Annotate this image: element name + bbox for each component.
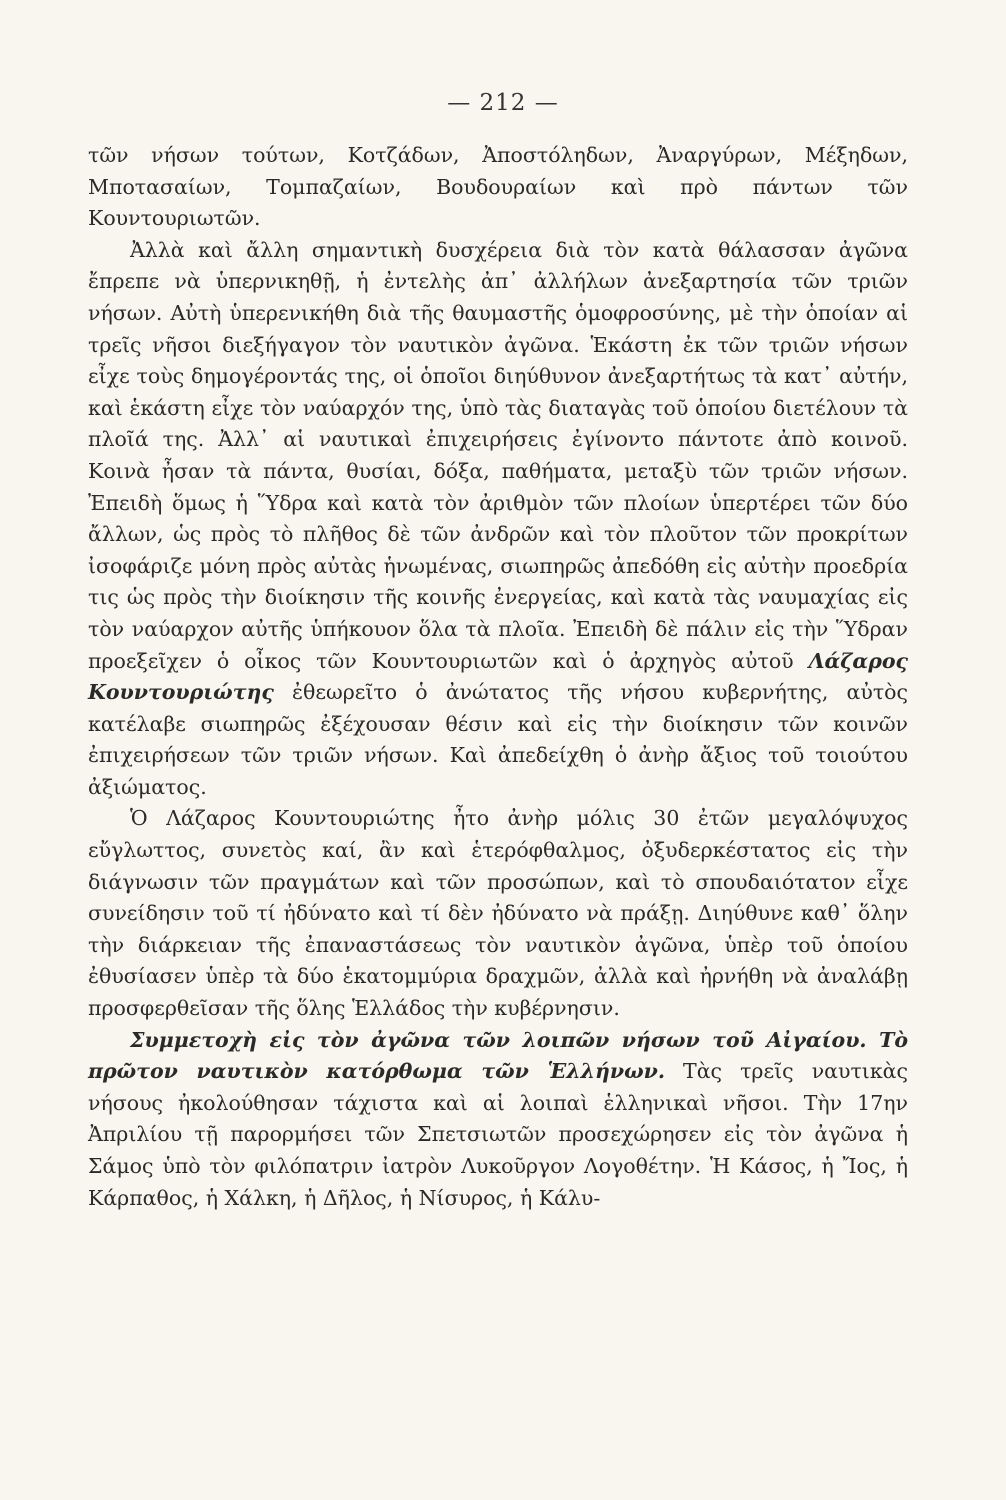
paragraph-3-text: Ὁ Λάζαρος Κουντουριώτης ἦτο ἀνὴρ μόλις 30 ἐτῶν μεγαλόψυχος εὔγλωττος, συνετὸς καί, ἂν καὶ ἑτερόφθαλμος, ὀξυδερκέστατος εἰς τὴν διάγνωσιν τῶν πραγμάτων καὶ τῶν προσώπων, καὶ τὸ σπουδαιότατον εἶχε συνείδησιν τοῦ τί ἠδύνατο καὶ τί δὲν ἠδύνατο νὰ πράξῃ. Διηύθυνε καθ᾽ ὅλην τὴν διάρκειαν τῆς ἐπαναστάσεως τὸν ναυτικὸν ἀγῶνα, ὑπὲρ τοῦ ὁποίου ἐθυσίασεν ὑπὲρ τὰ δύο ἑκατομμύρια δραχμῶν, ἀλλὰ καὶ ἠρνήθη νὰ ἀναλάβῃ προσφερθεῖσαν τῆς ὅλης Ἑλλάδος τὴν κυβέρνησιν. <box>88 806 908 1021</box>
emphasized-name: Λάζαρος Κουντουριώτης <box>88 648 908 705</box>
paragraph-2-text-after: ἐθεωρεῖτο ὁ ἀνώτατος τῆς νήσου κυβερνήτης, αὐτὸς κατέλαβε σιωπηρῶς ἐξέχουσαν θέσιν καὶ εἰς τὴν διοίκησιν τῶν κοινῶν ἐπιχειρήσεων τῶν τριῶν νήσων. Καὶ ἀπεδείχθη ὁ ἀνὴρ ἄξιος τοῦ τοιούτου ἀξιώματος. <box>88 680 908 799</box>
paragraph-4-text: Τὰς τρεῖς ναυτικὰς νήσους ἠκολούθησαν τάχιστα καὶ αἱ λοιπαὶ ἑλληνικαὶ νῆσοι. Τὴν 17ην Ἀπριλίου τῇ παρορμήσει τῶν Σπετσιωτῶν προσεχώρησεν εἰς τὸν ἀγῶνα ἡ Σάμος ὑπὸ τὸν φιλόπατριν ἰατρὸν Λυκοῦργον Λογοθέτην. Ἡ Κάσος, ἡ Ἴος, ἡ Κάρπαθος, ἡ Χάλκη, ἡ Δῆλος, ἡ Νίσυρος, ἡ Κάλυ- <box>88 1059 908 1210</box>
paragraph-1-text: τῶν νήσων τούτων, Κοτζάδων, Ἀποστόληδων, Ἀναργύρων, Μέξηδων, Μποτασαίων, Τομπαζαίων, Βουδουραίων καὶ πρὸ πάντων τῶν Κουντουριωτῶν. <box>88 143 908 231</box>
paragraph-1 <box>88 140 908 235</box>
paragraph-2 <box>88 235 908 804</box>
paragraph-2-text-before: Ἀλλὰ καὶ ἄλλη σημαντικὴ δυσχέρεια διὰ τὸν κατὰ θάλασσαν ἀγῶνα ἔπρεπε νὰ ὑπερνικηθῇ, ἡ ἐντελὴς ἀπ᾽ ἀλλήλων ἀνεξαρτησία τῶν τριῶν νήσων. Αὐτὴ ὑπερενικήθη διὰ τῆς θαυμαστῆς ὁμοφροσύνης, μὲ τὴν ὁποίαν αἱ τρεῖς νῆσοι διεξήγαγον τὸν ναυτικὸν ἀγῶνα. Ἑκάστη ἐκ τῶν τριῶν νήσων εἶχε τοὺς δημογέροντάς της, οἱ ὁποῖοι διηύθυνον ἀνεξαρτήτως τὰ κατ᾽ αὐτήν, καὶ ἑκάστη εἶχε τὸν ναύαρχόν της, ὑπὸ τὰς διαταγὰς τοῦ ὁποίου διετέλουν τὰ πλοῖά της. Ἀλλ᾽ αἱ ναυτικαὶ ἐπιχειρήσεις ἐγίνοντο πάντοτε ἀπὸ κοινοῦ. Κοινὰ ἦσαν τὰ πάντα, θυσίαι, δόξα, παθήματα, μεταξὺ τῶν τριῶν νήσων. Ἐπειδὴ ὅμως ἡ Ὕδρα καὶ κατὰ τὸν ἀριθμὸν τῶν πλοίων ὑπερτέρει τῶν δύο ἄλλων, ὡς πρὸς τὸ πλῆθος δὲ τῶν ἀνδρῶν καὶ τὸν πλοῦτον τῶν προκρίτων ἰσοφάριζε μόνη πρὸς αὐτὰς ἡνωμένας, σιωπηρῶς ἀπεδόθη εἰς αὐτὴν προεδρία τις ὡς πρὸς τὴν διοίκησιν τῆς κοινῆς ἐνεργείας, καὶ κατὰ τὰς ναυμαχίας εἰς τὸν ναύαρχον αὐτῆς ὑπήκουον ὅλα τὰ πλοῖα. Ἐπειδὴ δὲ πάλιν εἰς τὴν Ὕδραν προεξεῖχεν ὁ οἶκος τῶν Κουντουριωτῶν καὶ ὁ ἀρχηγὸς αὐτοῦ <box>88 237 908 673</box>
paragraph-4 <box>88 1025 908 1215</box>
body-text <box>88 140 908 1214</box>
page-number: — 212 — <box>447 90 559 116</box>
section-heading: Συμμετοχὴ εἰς τὸν ἀγῶνα τῶν λοιπῶν νήσων τοῦ Αἰγαίου. Τὸ πρῶτον ναυτικὸν κατόρθωμα τῶν Ἑλλήνων. <box>88 1027 908 1084</box>
paragraph-3 <box>88 803 908 1024</box>
